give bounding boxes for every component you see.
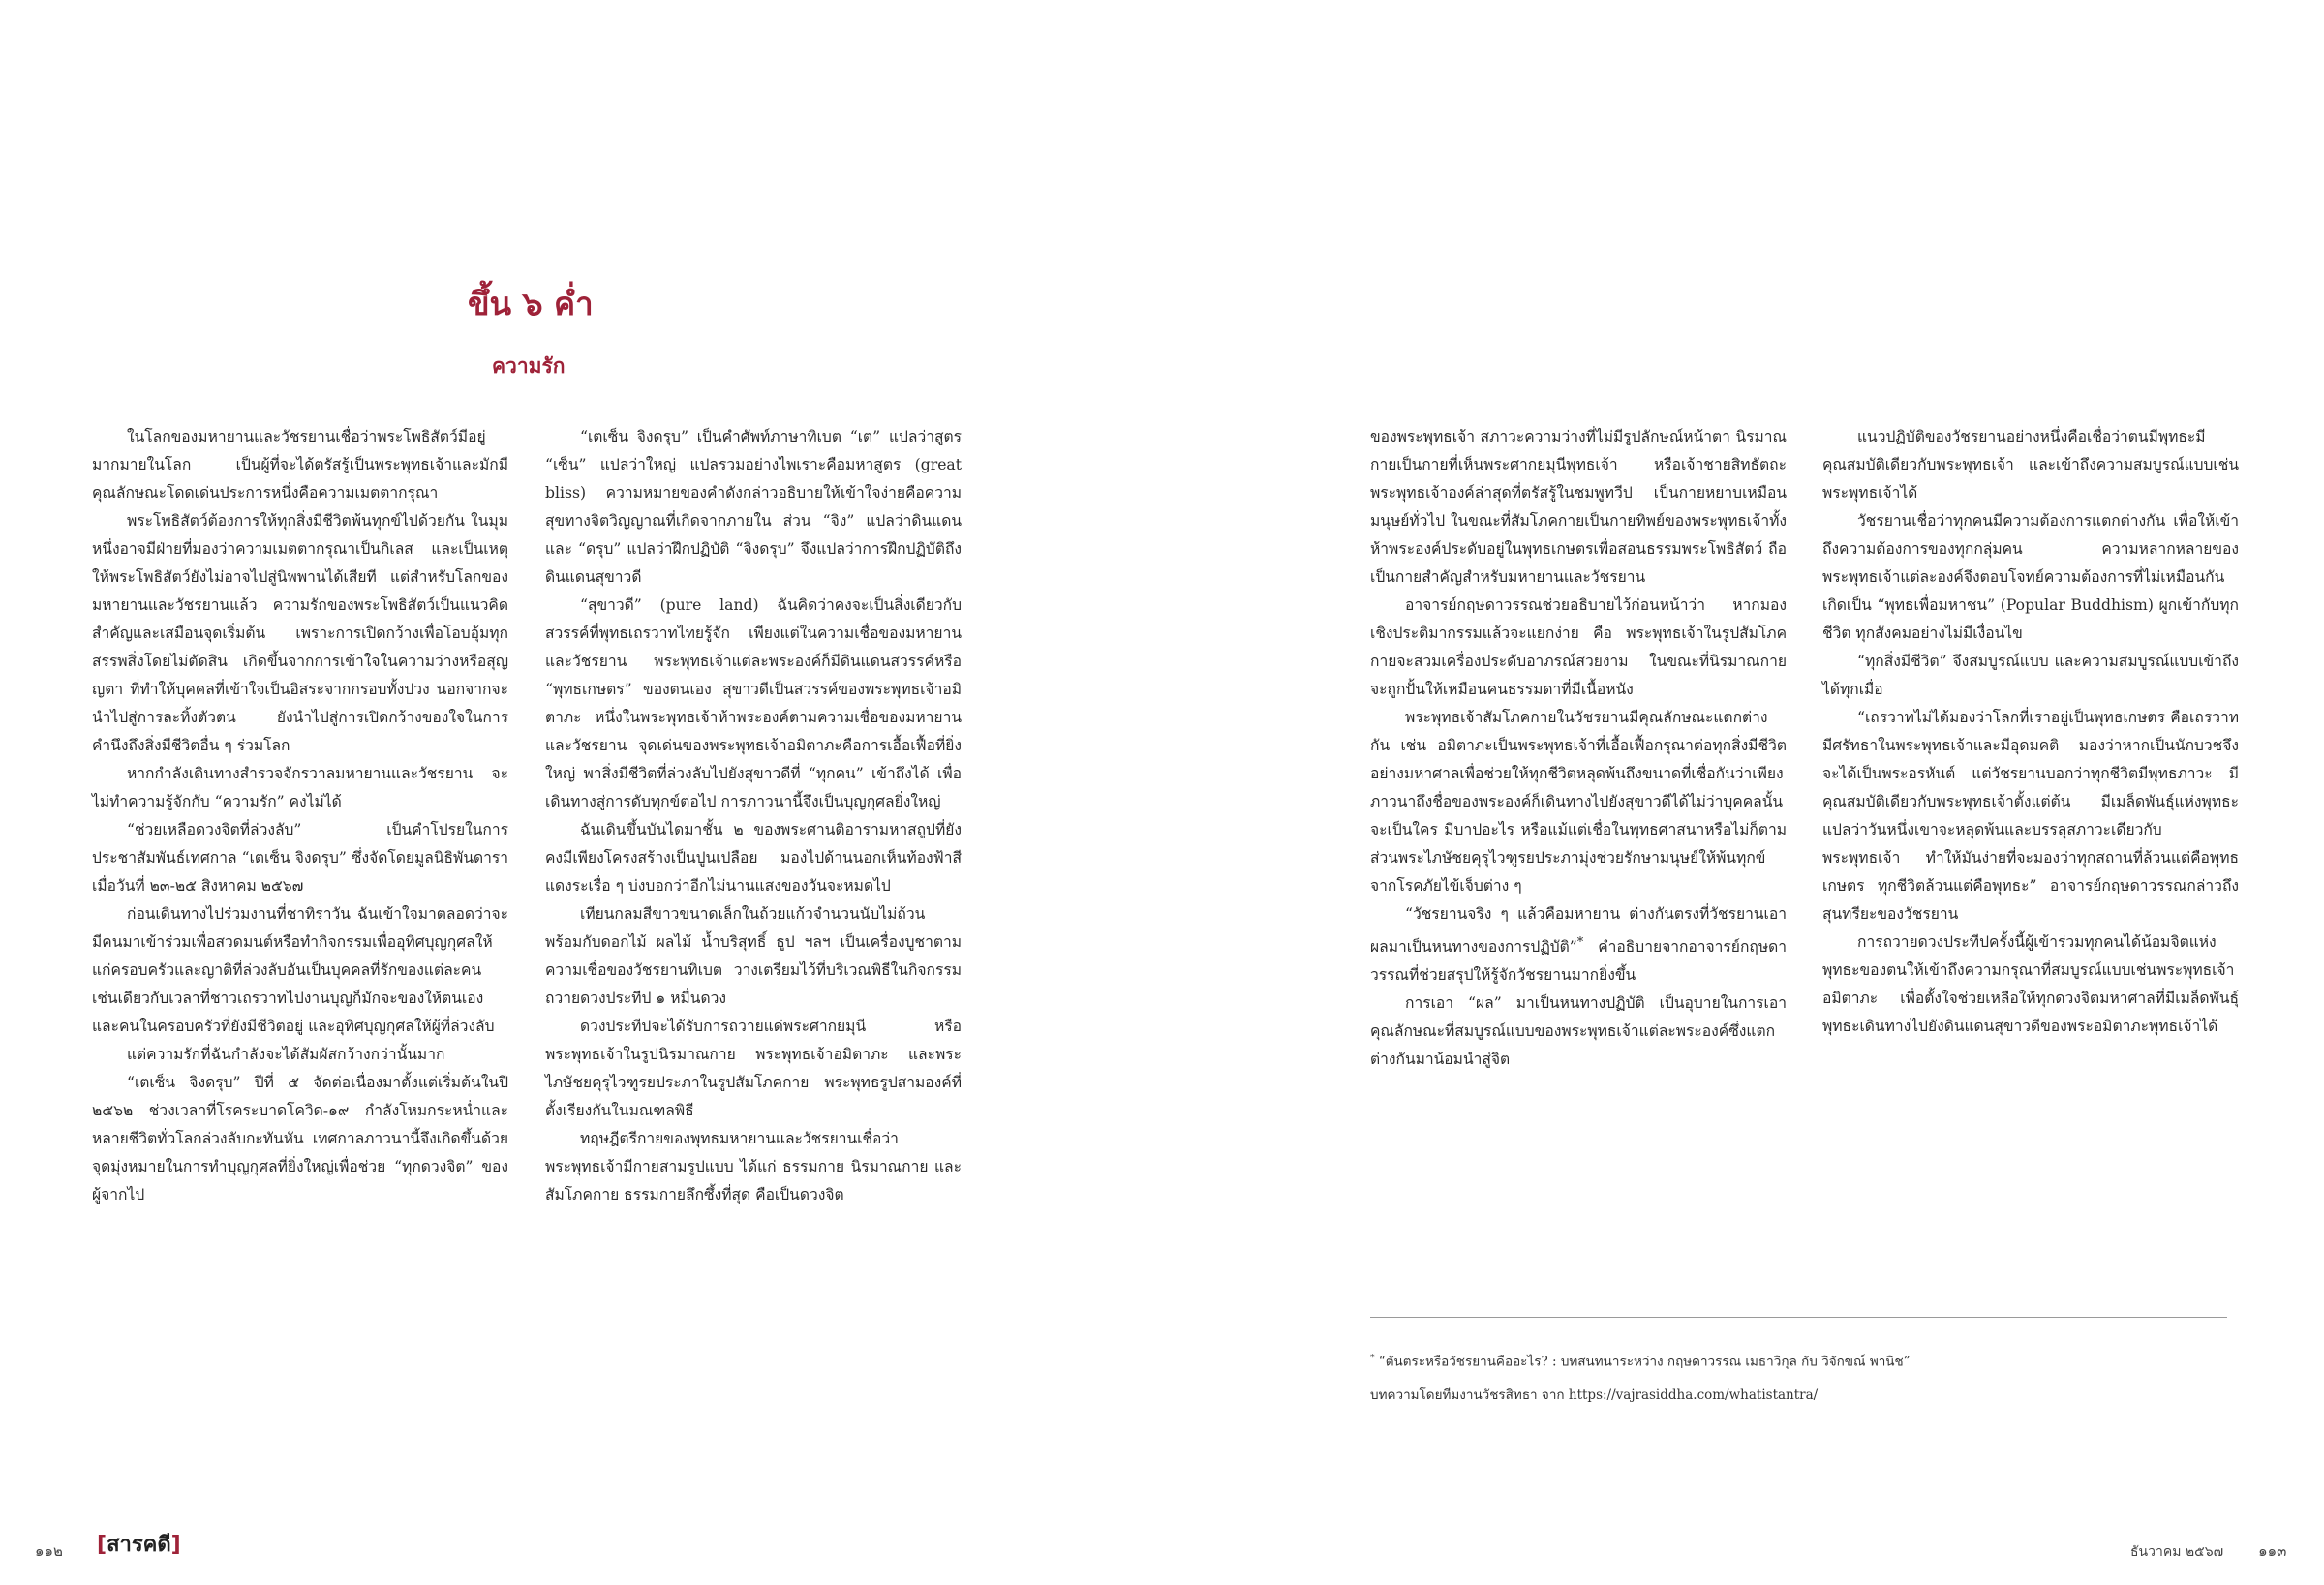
text-column-2 — [545, 423, 962, 1209]
logo-bracket-open: [ — [97, 1533, 107, 1557]
paragraph: หากกำลังเดินทางสำรวจจักรวาลมหายานและวัชรยาน จะไม่ทำความรู้จักกับ “ความรัก” คงไม่ได้ — [92, 765, 508, 810]
issue-date: ธันวาคม ๒๕๖๗ — [2130, 1544, 2224, 1560]
footnote-source: “ตันตระหรือวัชรยานคืออะไร? : บทสนทนาระหว่าง กฤษดาวรรณ เมธาวิกุล กับ วิจักขณ์ พานิช” — [1378, 1354, 1911, 1370]
page-number-right: ๑๑๓ — [2258, 1542, 2287, 1560]
page-footer-right — [2130, 1539, 2286, 1563]
paragraph: การเอา “ผล” มาเป็นหนทางปฏิบัติ เป็นอุบายในการเอาคุณลักษณะที่สมบูรณ์แบบของพระพุทธเจ้าแต่ละพระองค์ซึ่งแตกต่างกันมาน้อมนำสู่จิต — [1370, 994, 1787, 1069]
paragraph: ก่อนเดินทางไปร่วมงานที่ชาทิราวัน ฉันเข้าใจมาตลอดว่าจะมีคนมาเข้าร่วมเพื่อสวดมนต์หรือทำกิจกรรมเพื่ออุทิศบุญกุศลให้แก่ครอบครัวและญาติที่ล่วงลับอันเป็นบุคคลที่รักของแต่ละคน เช่นเดียวกับเวลาที่ชาวเถรวาทไปงานบุญก็มักจะของให้ตนเองและคนในครอบครัวที่ยังมีชีวิตอยู่ และอุทิศบุญกุศลให้ผู้ที่ล่วงลับ — [92, 905, 508, 1035]
paragraph: “เตเซ็น จิงดรุบ” เป็นคำศัพท์ภาษาทิเบต “เต” แปลว่าสูตร “เซ็น” แปลว่าใหญ่ แปลรวมอย่างไพเราะคือมหาสูตร (great bliss) ความหมายของคำดังกล่าวอธิบายให้เข้าใจง่ายคือความสุขทางจิตวิญญาณที่เกิดจากภายใน ส่วน “จิง” แปลว่าดินแดน และ “ดรุบ” แปลว่าฝึกปฏิบัติ “จิงดรุบ” จึงแปลว่าการฝึกปฏิบัติถึงดินแดนสุขาวดี — [545, 428, 962, 586]
paragraph: “สุขาวดี” (pure land) ฉันคิดว่าคงจะเป็นสิ่งเดียวกับสวรรค์ที่พุทธเถรวาทไทยรู้จัก เพียงแต่ในความเชื่อของมหายานและวัชรยาน พระพุทธเจ้าแต่ละพระองค์ก็มีดินแดนสวรรค์หรือ “พุทธเกษตร” ของตนเอง สุขาวดีเป็นสวรรค์ของพระพุทธเจ้าอมิตาภะ หนึ่งในพระพุทธเจ้าห้าพระองค์ตามความเชื่อของมหายานและวัชรยาน จุดเด่นของพระพุทธเจ้าอมิตาภะคือการเอื้อเฟื้อที่ยิ่งใหญ่ พาสิ่งมีชีวิตที่ล่วงลับไปยังสุขาวดีที่ “ทุกคน” เข้าถึงได้ เพื่อเดินทางสู่การดับทุกข์ต่อไป การภาวนานี้จึงเป็นบุญกุศลยิ่งใหญ่ — [545, 596, 962, 810]
paragraph: พระโพธิสัตว์ต้องการให้ทุกสิ่งมีชีวิตพ้นทุกข์ไปด้วยกัน ในมุมหนึ่งอาจมีฝ่ายที่มองว่าความเมตตากรุณาเป็นกิเลส และเป็นเหตุให้พระโพธิสัตว์ยังไม่อาจไปสู่นิพพานได้เสียที แต่สำหรับโลกของมหายานและวัชรยานแล้ว ความรักของพระโพธิสัตว์เป็นแนวคิดสำคัญและเสมือนจุดเริ่มต้น เพราะการเปิดกว้างเพื่อโอบอุ้มทุกสรรพสิ่งโดยไม่ตัดสิน เกิดขึ้นจากการเข้าใจในความว่างหรือสุญญตา ที่ทำให้บุคคลที่เข้าใจเป็นอิสระจากกรอบทั้งปวง นอกจากจะนำไปสู่การละทิ้งตัวตน ยังนำไปสู่การเปิดกว้างของใจในการคำนึงถึงสิ่งมีชีวิตอื่น ๆ ร่วมโลก — [92, 512, 508, 754]
quote-paragraph — [1370, 900, 1787, 990]
column-title: ขึ้น ๖ ค่ำ — [468, 285, 594, 322]
paragraph: “เถรวาทไม่ได้มองว่าโลกที่เราอยู่เป็นพุทธเกษตร คือเถรวาทมีศรัทธาในพระพุทธเจ้าและมีอุดมคติ มองว่าหากเป็นนักบวชจึงจะได้เป็นพระอรหันต์ แต่วัชรยานบอกว่าทุกชีวิตมีพุทธภาวะ มีคุณสมบัติเดียวกับพระพุทธเจ้าตั้งแต่ต้น มีเมล็ดพันธุ์แห่งพุทธะ แปลว่าวันหนึ่งเขาจะหลุดพ้นและบรรลุสภาวะเดียวกับพระพุทธเจ้า ทำให้มันง่ายที่จะมองว่าทุกสถานที่ล้วนแต่คือพุทธเกษตร ทุกชีวิตล้วนแต่คือพุทธะ” อาจารย์กฤษดาวรรณกล่าวถึงสุนทรียะของวัชรยาน — [1822, 709, 2239, 923]
quote-text: “วัชรยานจริง ๆ แล้วคือมหายาน ต่างกันตรงที่วัชรยานเอาผลมาเป็นหนทางของการปฏิบัติ” — [1370, 905, 1787, 957]
text-column-3 — [1370, 423, 1787, 1074]
footnote-line: บทความโดยทีมงานวัชรสิทธา จาก https://vajrasiddha.com/whatistantra/ — [1370, 1387, 1819, 1403]
paragraph: การถวายดวงประทีปครั้งนี้ผู้เข้าร่วมทุกคนได้น้อมจิตแห่งพุทธะของตนให้เข้าถึงความกรุณาที่สมบูรณ์แบบเช่นพระพุทธเจ้าอมิตาภะ เพื่อตั้งใจช่วยเหลือให้ทุกดวงจิตมหาศาลที่มีเมล็ดพันธุ์พุทธะเดินทางไปยังดินแดนสุขาวดีของพระอมิตาภะพุทธเจ้าได้ — [1822, 933, 2239, 1035]
paragraph: ในโลกของมหายานและวัชรยานเชื่อว่าพระโพธิสัตว์มีอยู่มากมายในโลก เป็นผู้ที่จะได้ตรัสรู้เป็นพระพุทธเจ้าและมักมีคุณลักษณะโดดเด่นประการหนึ่งคือความเมตตากรุณา — [92, 428, 508, 502]
paragraph: “ช่วยเหลือดวงจิตที่ล่วงลับ” เป็นคำโปรยในการประชาสัมพันธ์เทศกาล “เตเซ็น จิงดรุบ” ซึ่งจัดโดยมูลนิธิพันดารา เมื่อวันที่ ๒๓-๒๕ สิงหาคม ๒๕๖๗ — [92, 821, 508, 895]
article-title: ความรัก — [492, 353, 566, 378]
footnote-marker: * — [1576, 935, 1584, 950]
paragraph: แต่ความรักที่ฉันกำลังจะได้สัมผัสกว้างกว่านั้นมาก — [127, 1046, 445, 1063]
footnote-divider — [1370, 1317, 2227, 1318]
text-column-4 — [1822, 423, 2239, 1041]
footnote-marker: * — [1370, 1354, 1375, 1363]
paragraph: พระพุทธเจ้าสัมโภคกายในวัชรยานมีคุณลักษณะแตกต่างกัน เช่น อมิตาภะเป็นพระพุทธเจ้าที่เอื้อเฟื้อกรุณาต่อทุกสิ่งมีชีวิตอย่างมหาศาลเพื่อช่วยให้ทุกชีวิตหลุดพ้นถึงขนาดที่เชื่อกันว่าเพียงภาวนาถึงชื่อของพระองค์ก็เดินทางไปยังสุขาวดีได้ไม่ว่าบุคคลนั้นจะเป็นใคร มีบาปอะไร หรือแม้แต่เชื่อในพุทธศาสนาหรือไม่ก็ตาม ส่วนพระไภษัชยคุรุไวฑูรยประภามุ่งช่วยรักษามนุษย์ให้พ้นทุกข์จากโรคภัยไข้เจ็บต่าง ๆ — [1370, 709, 1787, 895]
footnote-line — [1370, 1342, 2242, 1379]
paragraph: ฉันเดินขึ้นบันไดมาชั้น ๒ ของพระศานติอารามหาสถูปที่ยังคงมีเพียงโครงสร้างเป็นปูนเปลือย มองไปด้านนอกเห็นท้องฟ้าสีแดงระเรื่อ ๆ บ่งบอกว่าอีกไม่นานแสงของวันจะหมดไป — [545, 821, 962, 895]
paragraph: อาจารย์กฤษดาวรรณช่วยอธิบายไว้ก่อนหน้าว่า หากมองเชิงประติมากรรมแล้วจะแยกง่าย คือ พระพุทธเจ้าในรูปสัมโภคกายจะสวมเครื่องประดับอาภรณ์สวยงาม ในขณะที่นิรมาณกายจะถูกปั้นให้เหมือนคนธรรมดาที่มีเนื้อหนัง — [1370, 596, 1787, 698]
quote-attribution: คำอธิบายจากอาจารย์กฤษดาวรรณที่ช่วยสรุปให้รู้จักวัชรยานมากยิ่งขึ้น — [1370, 938, 1787, 985]
magazine-logo — [97, 1527, 181, 1561]
logo-bracket-close: ] — [170, 1533, 181, 1557]
logo-text: สารคดี — [107, 1533, 171, 1557]
paragraph: ทฤษฎีตรีกายของพุทธมหายานและวัชรยานเชื่อว่าพระพุทธเจ้ามีกายสามรูปแบบ ได้แก่ ธรรมกาย นิรมาณกาย และสัมโภคกาย ธรรมกายลึกซึ้งที่สุด คือเป็นดวงจิต — [545, 1130, 962, 1204]
paragraph: ดวงประทีปจะได้รับการถวายแด่พระศากยมุนี หรือพระพุทธเจ้าในรูปนิรมาณกาย พระพุทธเจ้าอมิตาภะ และพระไภษัชยคุรุไวฑูรยประภาในรูปสัมโภคกาย พระพุทธรูปสามองค์ที่ตั้งเรียงกันในมณฑลพิธี — [545, 1018, 962, 1119]
footnote — [1370, 1342, 2242, 1412]
paragraph: แนวปฏิบัติของวัชรยานอย่างหนึ่งคือเชื่อว่าตนมีพุทธะมีคุณสมบัติเดียวกับพระพุทธเจ้า และเข้าถึงความสมบูรณ์แบบเช่นพระพุทธเจ้าได้ — [1822, 428, 2239, 502]
paragraph: ของพระพุทธเจ้า สภาวะความว่างที่ไม่มีรูปลักษณ์หน้าตา นิรมาณกายเป็นกายที่เห็นพระศากยมุนีพุทธเจ้า หรือเจ้าชายสิทธัตถะ พระพุทธเจ้าองค์ล่าสุดที่ตรัสรู้ในชมพูทวีป เป็นกายหยาบเหมือนมนุษย์ทั่วไป ในขณะที่สัมโภคกายเป็นกายทิพย์ของพระพุทธเจ้าทั้งห้าพระองค์ประดับอยู่ในพุทธเกษตรเพื่อสอนธรรมพระโพธิสัตว์ ถือเป็นกายสำคัญสำหรับมหายานและวัชรยาน — [1370, 428, 1787, 586]
paragraph: “เตเซ็น จิงดรุบ” ปีที่ ๕ จัดต่อเนื่องมาตั้งแต่เริ่มต้นในปี ๒๕๖๒ ช่วงเวลาที่โรคระบาดโควิด-๑๙ กำลังโหมกระหน่ำและหลายชีวิตทั่วโลกล่วงลับกะทันหัน เทศกาลภาวนานี้จึงเกิดขึ้นด้วยจุดมุ่งหมายในการทำบุญกุศลที่ยิ่งใหญ่เพื่อช่วย “ทุกดวงจิต” ของผู้จากไป — [92, 1074, 508, 1204]
paragraph: “ทุกสิ่งมีชีวิต” จึงสมบูรณ์แบบ และความสมบูรณ์แบบเข้าถึงได้ทุกเมื่อ — [1822, 653, 2239, 698]
paragraph: วัชรยานเชื่อว่าทุกคนมีความต้องการแตกต่างกัน เพื่อให้เข้าถึงความต้องการของทุกกลุ่มคน ความหลากหลายของพระพุทธเจ้าแต่ละองค์จึงตอบโจทย์ความต้องการที่ไม่เหมือนกัน เกิดเป็น “พุทธเพื่อมหาชน” (Popular Buddhism) ผูกเข้ากับทุกชีวิต ทุกสังคมอย่างไม่มีเงื่อนไข — [1822, 512, 2239, 642]
right-page — [1162, 0, 2324, 1585]
page-number-left: ๑๑๒ — [35, 1542, 63, 1560]
paragraph: เทียนกลมสีขาวขนาดเล็กในถ้วยแก้วจำนวนนับไม่ถ้วนพร้อมกับดอกไม้ ผลไม้ น้ำบริสุทธิ์ ธูป ฯลฯ เป็นเครื่องบูชาตามความเชื่อของวัชรยานทิเบต วางเตรียมไว้ที่บริเวณพิธีในกิจกรรมถวายดวงประทีป ๑ หมื่นดวง — [545, 905, 962, 1007]
text-column-1 — [92, 423, 508, 1209]
